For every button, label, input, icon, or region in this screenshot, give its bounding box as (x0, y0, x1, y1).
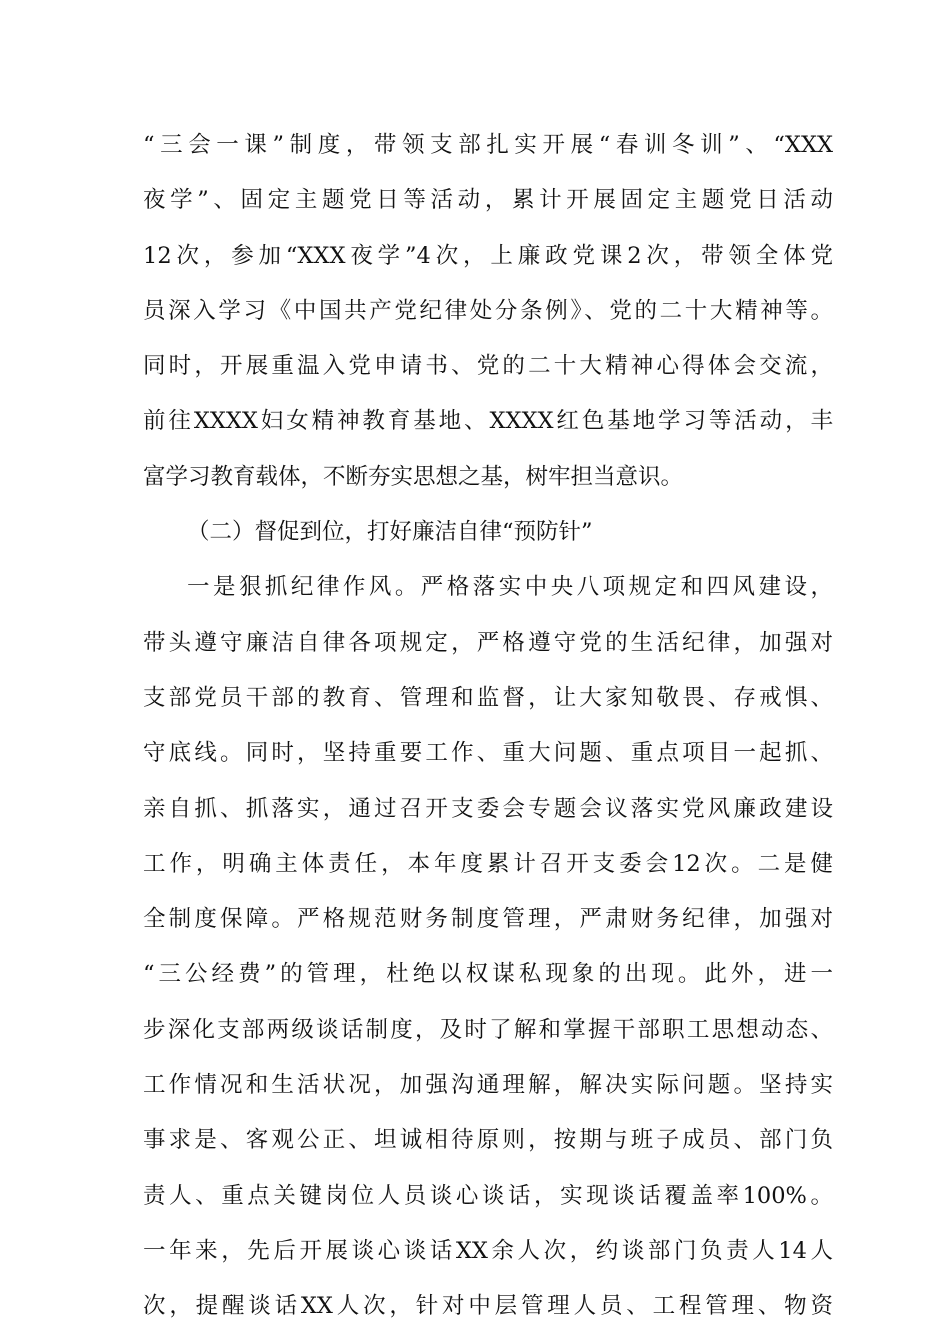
text-line: 责人、重点关键岗位人员谈心谈话，实现谈话覆盖率100%。 (143, 1182, 833, 1209)
section-heading: （二）督促到位，打好廉洁自律“预防针” (187, 519, 593, 546)
text-line: 员深入学习《中国共产党纪律处分条例》、党的二十大精神等。 (143, 297, 833, 324)
text-line: 夜学”、固定主题党日等活动，累计开展固定主题党日活动 (143, 187, 833, 214)
text-line: 一年来，先后开展谈心谈话XX余人次，约谈部门负责人14人 (143, 1237, 833, 1264)
text-line: 前往XXXX妇女精神教育基地、XXXX红色基地学习等活动，丰 (143, 408, 833, 435)
body-text (143, 118, 833, 1335)
text-line: 次，提醒谈话XX人次，针对中层管理人员、工程管理、物资 (143, 1293, 833, 1320)
text-line: 守底线。同时，坚持重要工作、重大问题、重点项目一起抓、 (143, 740, 833, 767)
text-line: 一是狠抓纪律作风。严格落实中央八项规定和四风建设， (187, 574, 833, 601)
text-line: 事求是、客观公正、坦诚相待原则，按期与班子成员、部门负 (143, 1127, 833, 1154)
text-line: 富学习教育载体，不断夯实思想之基，树牢担当意识。 (143, 463, 684, 490)
text-line: 同时，开展重温入党申请书、党的二十大精神心得体会交流， (143, 353, 833, 380)
text-line: “三公经费”的管理，杜绝以权谋私现象的出现。此外，进一 (143, 961, 833, 988)
text-line: 支部党员干部的教育、管理和监督，让大家知敬畏、存戒惧、 (143, 684, 833, 711)
text-line: 全制度保障。严格规范财务制度管理，严肃财务纪律，加强对 (143, 906, 833, 933)
text-line: 步深化支部两级谈话制度，及时了解和掌握干部职工思想动态、 (143, 1016, 833, 1043)
text-line: 工作，明确主体责任，本年度累计召开支委会12次。二是健 (143, 850, 833, 877)
text-line: 12次，参加“XXX夜学”4次，上廉政党课2次，带领全体党 (143, 242, 833, 269)
text-line: “三会一课”制度，带领支部扎实开展“春训冬训”、“XXX (143, 132, 833, 158)
text-line: 亲自抓、抓落实，通过召开支委会专题会议落实党风廉政建设 (143, 795, 833, 822)
text-line: 带头遵守廉洁自律各项规定，严格遵守党的生活纪律，加强对 (143, 629, 833, 656)
text-line: 工作情况和生活状况，加强沟通理解，解决实际问题。坚持实 (143, 1072, 833, 1099)
